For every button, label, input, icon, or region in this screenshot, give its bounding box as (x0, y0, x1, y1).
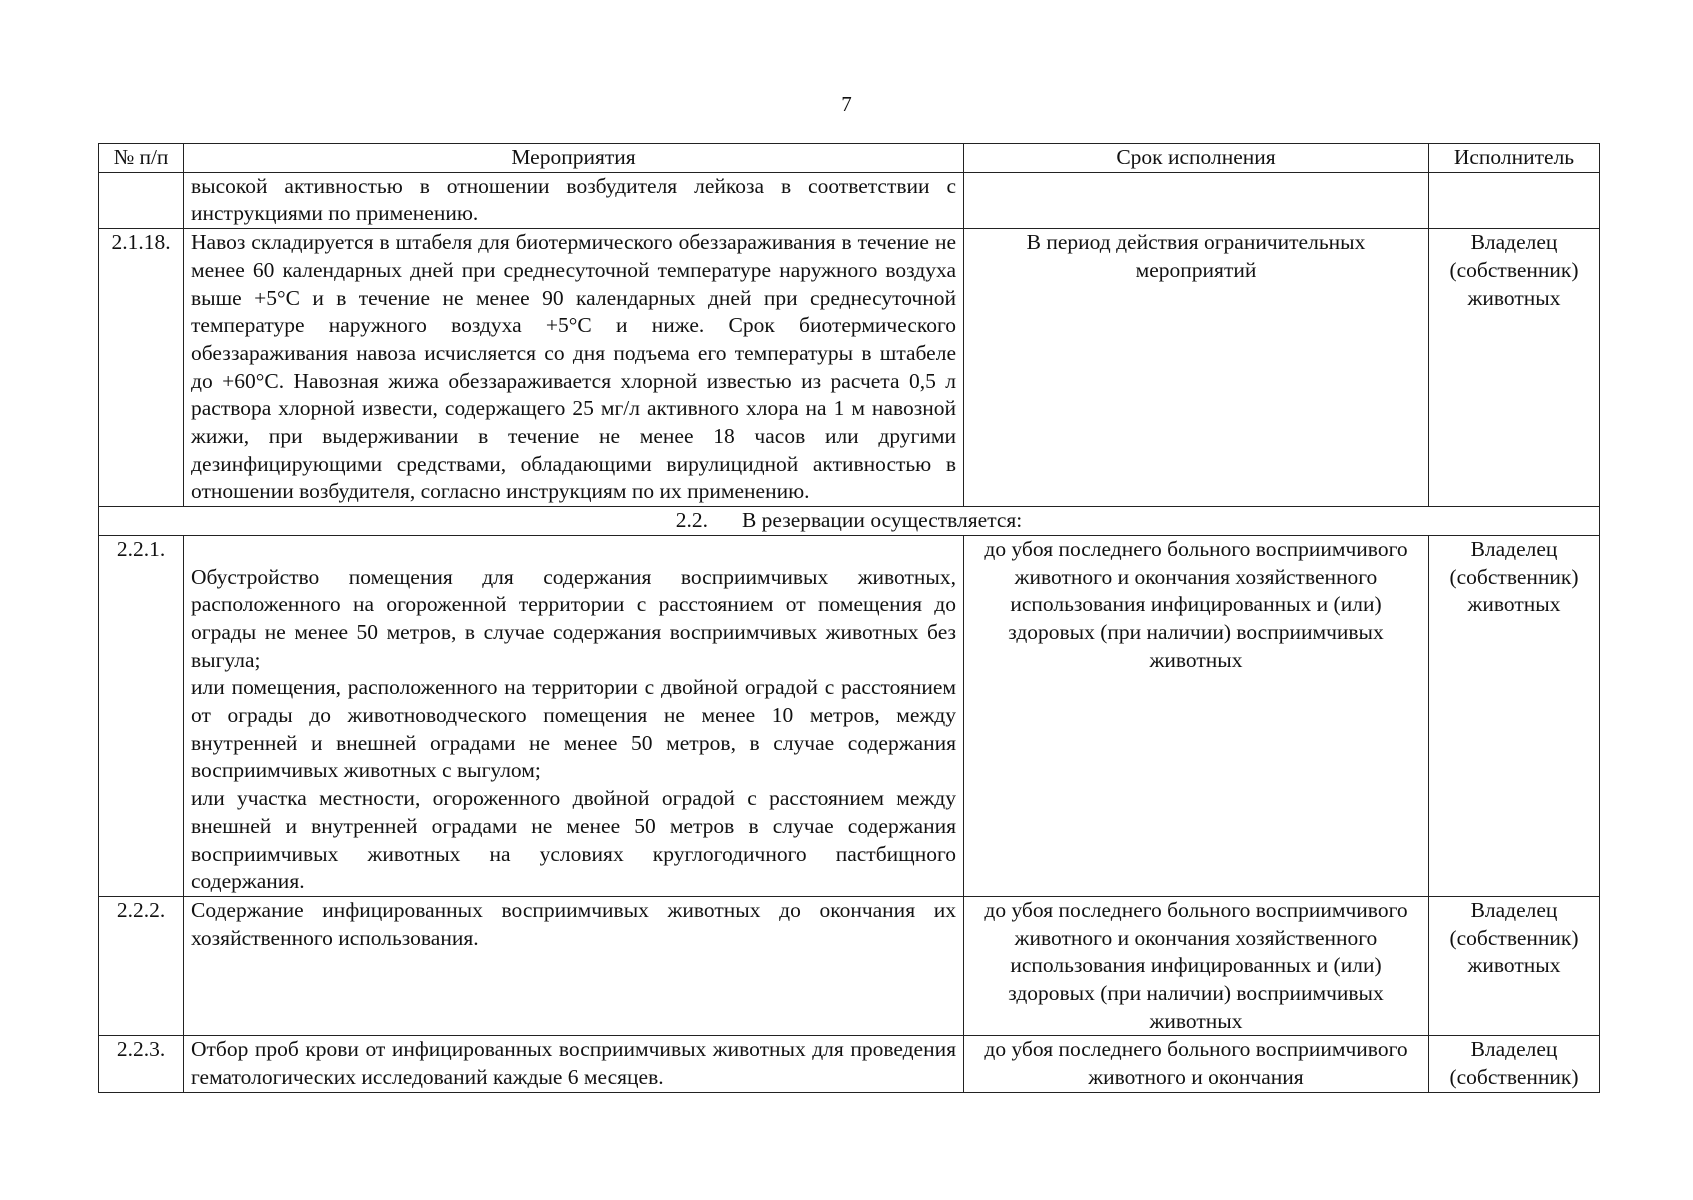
row-executor: Владелец (собственник) (1429, 1036, 1600, 1092)
row-num: 2.1.18. (99, 229, 184, 507)
row-num: 2.2.3. (99, 1036, 184, 1092)
table-row (99, 1036, 1600, 1092)
row-num (99, 172, 184, 228)
header-executor: Исполнитель (1429, 144, 1600, 173)
row-text: Отбор проб крови от инфицированных восприимчивых животных для проведения гематологических исследований каждые 6 месяцев. (184, 1036, 964, 1092)
table-row (99, 896, 1600, 1036)
row-deadline (964, 172, 1429, 228)
row-executor: Владелец (собственник) животных (1429, 229, 1600, 507)
row-executor (1429, 172, 1600, 228)
row-text: Содержание инфицированных восприимчивых животных до окончания их хозяйственного использования. (184, 896, 964, 1036)
row-text: высокой активностью в отношении возбудителя лейкоза в соответствии с инструкциями по применению. (184, 172, 964, 228)
row-deadline: до убоя последнего больного восприимчивого животного и окончания хозяйственного использования инфицированных и (или) здоровых (при наличии) восприимчивых животных (964, 535, 1429, 896)
section-title: В резервации осуществляется: (741, 508, 1023, 533)
page-number: 7 (841, 92, 852, 116)
row-deadline: до убоя последнего больного восприимчивого животного и окончания хозяйственного использования инфицированных и (или) здоровых (при наличии) восприимчивых животных (964, 896, 1429, 1036)
row-deadline: до убоя последнего больного восприимчивого животного и окончания (964, 1036, 1429, 1092)
table-row (99, 229, 1600, 507)
row-executor: Владелец (собственник) животных (1429, 896, 1600, 1036)
section-row (99, 507, 1600, 536)
row-num: 2.2.2. (99, 896, 184, 1036)
table-row (99, 172, 1600, 228)
row-num: 2.2.1. (99, 535, 184, 896)
table-header-row (99, 144, 1600, 173)
row-text (184, 535, 964, 896)
header-deadline: Срок исполнения (964, 144, 1429, 173)
section-number: 2.2. (675, 508, 708, 533)
row-deadline: В период действия ограничительных мероприятий (964, 229, 1429, 507)
section-heading (99, 507, 1600, 536)
header-measures: Мероприятия (184, 144, 964, 173)
row-text-paragraphs: Обустройство помещения для содержания восприимчивых животных, расположенного на огороженной территории с расстоянием от помещения до ограды не менее 50 метров, в случае содержания восприимчивых животных без выгула; или помещения, расположенного на территории с двойной оградой с расстоянием от ограды до животноводческого помещения не менее 10 метров, между внутренней и внешней оградами не менее 50 метров, в случае содержания восприимчивых животных с выгулом; или участка местности, огороженного двойной оградой с расстоянием между внешней и внутренней оградами не менее 50 метров в случае содержания восприимчивых животных на условиях круглогодичного пастбищного содержания. (191, 564, 956, 894)
table-row (99, 535, 1600, 896)
row-text: Навоз складируется в штабеля для биотермического обеззараживания в течение не менее 60 календарных дней при среднесуточной температуре наружного воздуха выше +5°С и в течение не менее 90 календарных дней при среднесуточной температуре наружного воздуха +5°С и ниже. Срок биотермического обеззараживания навоза исчисляется со дня подъема его температуры в штабеле до +60°С. Навозная жижа обеззараживается хлорной известью из расчета 0,5 л раствора хлорной извести, содержащего 25 мг/л активного хлора на 1 м навозной жижи, при выдерживании в течение не менее 18 часов или другими дезинфицирующими средствами, обладающими вирулицидной активностью в отношении возбудителя, согласно инструкциям по их применению. (184, 229, 964, 507)
measures-table (98, 143, 1600, 1093)
header-num: № п/п (99, 144, 184, 173)
row-executor: Владелец (собственник) животных (1429, 535, 1600, 896)
